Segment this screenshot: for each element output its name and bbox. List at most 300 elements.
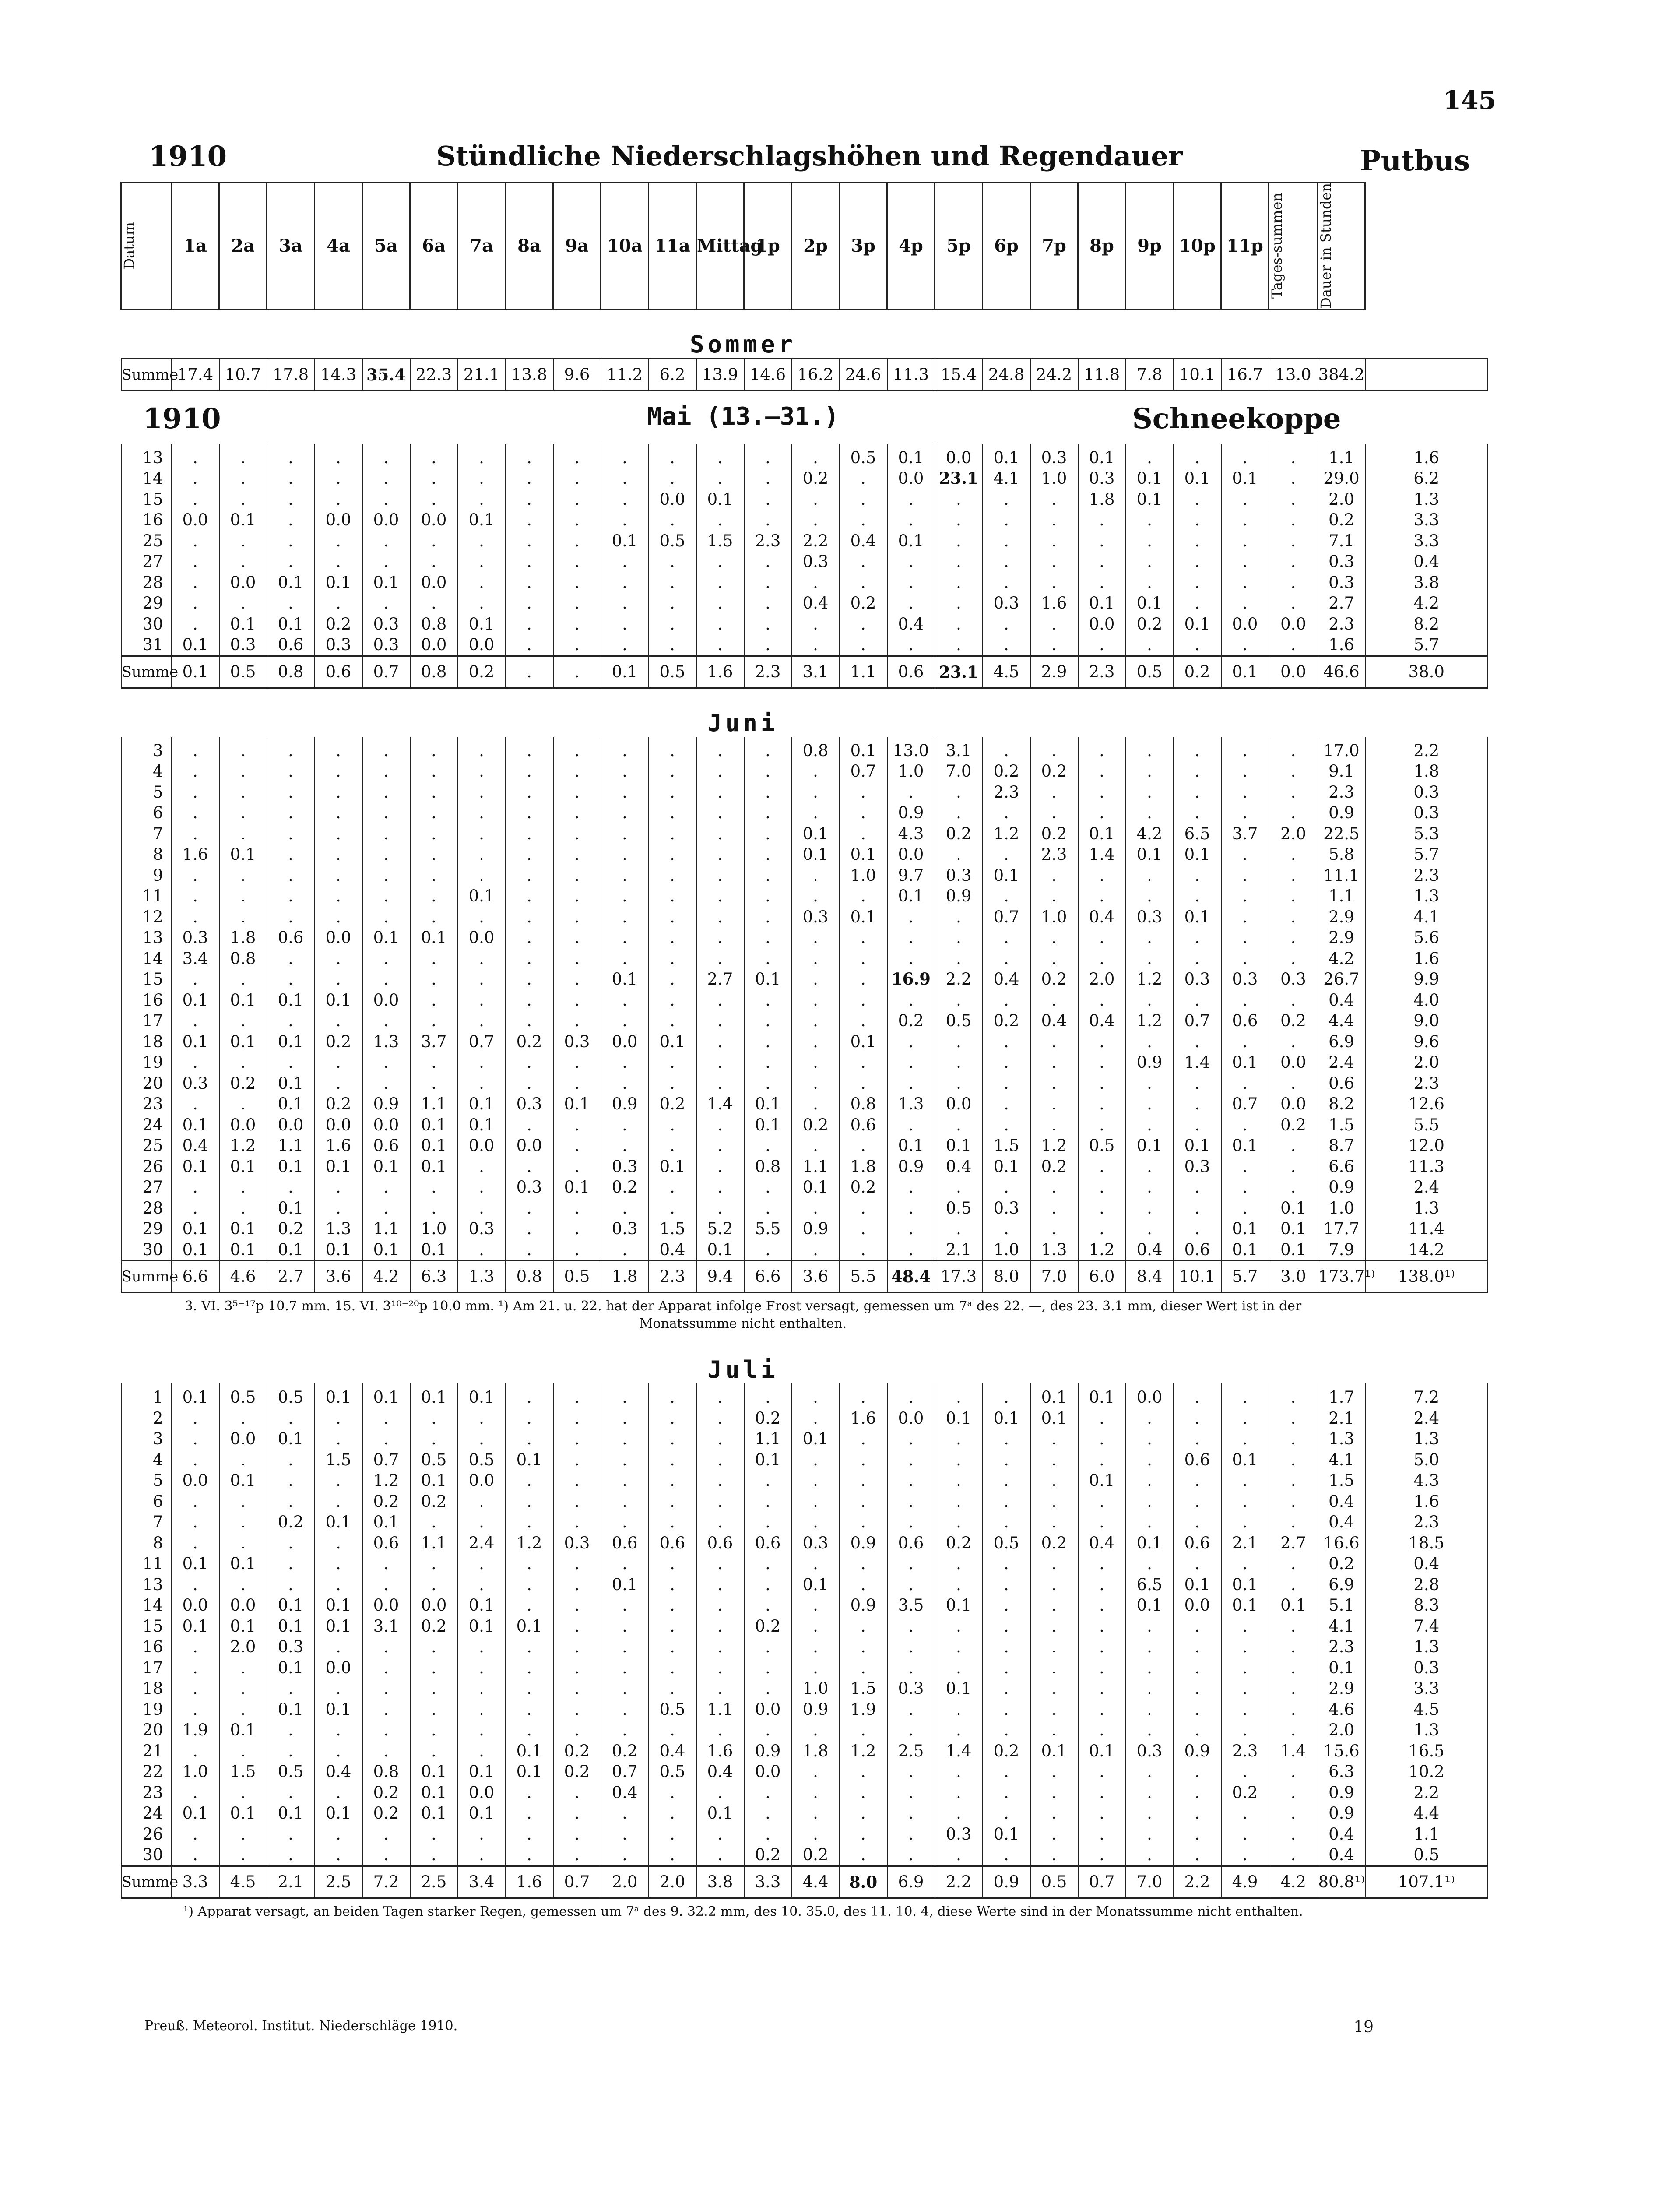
hour-value: 0.1 [840, 844, 887, 865]
hour-value: . [792, 948, 840, 969]
hour-value: . [315, 1636, 362, 1658]
hour-value: . [792, 489, 840, 510]
hour-value: . [506, 444, 553, 468]
hour-value: . [315, 1720, 362, 1741]
sum-value: 10.1 [1174, 359, 1221, 391]
hour-value: 0.0 [935, 1094, 983, 1115]
hour-value: . [649, 1135, 696, 1156]
hour-value: . [1269, 1761, 1318, 1782]
hour-value: . [362, 1574, 410, 1595]
sum-value: 6.3 [410, 1261, 458, 1293]
hour-value: . [983, 1052, 1030, 1073]
hour-value: 0.3 [1030, 444, 1078, 468]
hour-value: . [1030, 1198, 1078, 1219]
hour-value: 0.4 [1078, 1533, 1126, 1554]
day-cell: 13 [121, 1574, 172, 1595]
hour-value: . [935, 1699, 983, 1720]
sum-value: 4.5 [219, 1866, 267, 1898]
hour-value: . [1126, 737, 1174, 761]
sum-value: . [506, 656, 553, 688]
hour-value: . [458, 1553, 506, 1574]
duration-hours: 1.3 [1365, 1429, 1488, 1450]
daily-total: 16.6 [1318, 1533, 1365, 1554]
day-cell: 24 [121, 1115, 172, 1136]
sum-value: 0.1 [1221, 656, 1269, 688]
hour-value: . [410, 802, 458, 824]
hour-value: . [410, 990, 458, 1011]
hour-value: . [601, 1512, 649, 1533]
daily-total: 4.1 [1318, 1616, 1365, 1637]
hour-value: 0.1 [1126, 489, 1174, 510]
hour-value: . [506, 1699, 553, 1720]
hour-value: 0.1 [267, 1658, 315, 1679]
hour-value: . [362, 531, 410, 552]
hour-value: . [506, 510, 553, 531]
hour-value: 0.1 [315, 990, 362, 1011]
hour-value: . [983, 1636, 1030, 1658]
hour-value: 0.1 [458, 1595, 506, 1616]
daily-total: 0.4 [1318, 990, 1365, 1011]
daily-total: 8.2 [1318, 1094, 1365, 1115]
hour-value: 0.0 [458, 1135, 506, 1156]
hour-value: . [1126, 531, 1174, 552]
hour-value: 0.1 [792, 1177, 840, 1198]
hour-value: . [1078, 865, 1126, 886]
hour-value: . [362, 468, 410, 489]
hour-value: . [696, 614, 744, 635]
hour-value: . [983, 1491, 1030, 1512]
sum-value: 35.4 [362, 359, 410, 391]
hour-value: . [744, 510, 792, 531]
hour-value: . [840, 572, 887, 593]
hour-value: . [1078, 886, 1126, 907]
hour-value: . [887, 593, 935, 614]
hour-value: 2.4 [458, 1533, 506, 1554]
hour-value: . [172, 1658, 219, 1679]
hour-value: . [601, 927, 649, 948]
hour-value: 0.4 [1126, 1239, 1174, 1261]
hour-value: 2.7 [1269, 1533, 1318, 1554]
sum-value: 6.2 [649, 359, 696, 391]
hour-value: . [792, 444, 840, 468]
hour-value: . [506, 1383, 553, 1408]
hour-value: 0.7 [983, 907, 1030, 928]
hour-value: . [887, 1470, 935, 1491]
hour-value: . [601, 1844, 649, 1866]
hour-value: . [887, 1491, 935, 1512]
column-header-hour: 6p [983, 183, 1030, 310]
hour-value: 0.5 [649, 1761, 696, 1782]
hour-value: 0.2 [792, 1844, 840, 1866]
hour-value: . [792, 1658, 840, 1679]
sum-value: 0.9 [983, 1866, 1030, 1898]
day-cell: 6 [121, 802, 172, 824]
sum-value: 11.3 [887, 359, 935, 391]
hour-value: 0.1 [172, 1218, 219, 1239]
hour-value: . [1221, 1408, 1269, 1429]
sum-value: 9.6 [553, 359, 601, 391]
precipitation-table-wrapper [120, 182, 1488, 1923]
hour-value: . [983, 844, 1030, 865]
hour-value: . [1078, 1115, 1126, 1136]
table-row [121, 802, 1488, 824]
sum-value: 23.1 [935, 656, 983, 688]
daily-total: 15.6 [1318, 1741, 1365, 1762]
hour-value: . [267, 1408, 315, 1429]
hour-value: 0.1 [410, 1761, 458, 1782]
hour-value: 0.2 [601, 1177, 649, 1198]
hour-value: . [172, 782, 219, 803]
hour-value: . [696, 1844, 744, 1866]
hour-value: . [1078, 1073, 1126, 1094]
hour-value: . [506, 1115, 553, 1136]
column-header-hour: 10p [1174, 183, 1221, 310]
hour-value: . [1221, 1383, 1269, 1408]
table-row [121, 1699, 1488, 1720]
day-cell: 17 [121, 1010, 172, 1031]
hour-value: 0.2 [315, 1094, 362, 1115]
hour-value: . [172, 1177, 219, 1198]
hour-value: . [219, 782, 267, 803]
hour-value: . [219, 1408, 267, 1429]
daily-total: 8.7 [1318, 1135, 1365, 1156]
hour-value: . [553, 1824, 601, 1845]
hour-value: . [983, 1595, 1030, 1616]
hour-value: . [219, 969, 267, 990]
hour-value: 0.1 [1078, 593, 1126, 614]
day-cell: 27 [121, 551, 172, 572]
hour-value: 0.2 [1269, 1115, 1318, 1136]
hour-value: . [410, 907, 458, 928]
hour-value: . [1221, 782, 1269, 803]
sum-label: Summe [121, 1261, 172, 1293]
hour-value: 0.1 [410, 1383, 458, 1408]
footnote-row [121, 1293, 1488, 1336]
hour-value: . [1126, 1429, 1174, 1450]
footnote-row [121, 1898, 1488, 1923]
hour-value: . [458, 1156, 506, 1177]
hour-value: . [267, 1010, 315, 1031]
hour-value: 0.1 [267, 572, 315, 593]
hour-value: . [649, 865, 696, 886]
hour-value: 0.1 [219, 1616, 267, 1637]
daily-total: 2.3 [1318, 1636, 1365, 1658]
hour-value: 0.3 [887, 1678, 935, 1699]
precipitation-table [120, 182, 1488, 1923]
hour-value: 0.1 [1126, 1135, 1174, 1156]
hour-value: . [315, 1470, 362, 1491]
hour-value: . [983, 551, 1030, 572]
hour-value: 2.3 [744, 531, 792, 552]
hour-value: . [1030, 1512, 1078, 1533]
daily-total: 11.1 [1318, 865, 1365, 886]
hour-value: . [1174, 782, 1221, 803]
table-row [121, 593, 1488, 614]
hour-value: . [887, 1239, 935, 1261]
daily-total: 4.4 [1318, 1010, 1365, 1031]
hour-value: . [1269, 1429, 1318, 1450]
hour-value: . [315, 948, 362, 969]
hour-value: 0.2 [1030, 761, 1078, 782]
hour-value: . [935, 948, 983, 969]
hour-value: . [887, 1803, 935, 1824]
column-header-hour: 9a [553, 183, 601, 310]
hour-value: 0.1 [458, 1803, 506, 1824]
sum-value [1365, 359, 1488, 391]
hour-value: . [506, 927, 553, 948]
hour-value: . [649, 1824, 696, 1845]
duration-hours: 3.3 [1365, 1678, 1488, 1699]
hour-value: 0.3 [362, 634, 410, 656]
hour-value: . [1221, 551, 1269, 572]
hour-value: . [696, 990, 744, 1011]
hour-value: . [410, 1844, 458, 1866]
duration-hours: 4.4 [1365, 1803, 1488, 1824]
hour-value: 0.4 [172, 1135, 219, 1156]
hour-value: . [840, 634, 887, 656]
hour-value: 0.0 [315, 510, 362, 531]
hour-value: . [1126, 782, 1174, 803]
hour-value: . [553, 634, 601, 656]
hour-value: . [1126, 1844, 1174, 1866]
hour-value: . [792, 1824, 840, 1845]
hour-value: . [744, 614, 792, 635]
hour-value: . [267, 1720, 315, 1741]
hour-value: . [553, 737, 601, 761]
hour-value: . [458, 593, 506, 614]
hour-value: 0.4 [1078, 907, 1126, 928]
hour-value: 0.0 [506, 1135, 553, 1156]
sum-value: 3.6 [315, 1261, 362, 1293]
hour-value: . [458, 969, 506, 990]
hour-value: . [1221, 927, 1269, 948]
hour-value: 0.0 [267, 1115, 315, 1136]
hour-value: . [219, 1450, 267, 1471]
hour-value: 0.1 [267, 1616, 315, 1637]
hour-value: . [649, 802, 696, 824]
hour-value: . [410, 761, 458, 782]
hour-value: . [410, 948, 458, 969]
hour-value: . [1221, 1429, 1269, 1450]
hour-value: 0.1 [506, 1616, 553, 1637]
daily-total: 0.9 [1318, 1782, 1365, 1803]
hour-value: . [1221, 572, 1269, 593]
hour-value: . [506, 1010, 553, 1031]
hour-value: . [553, 531, 601, 552]
hour-value: . [744, 551, 792, 572]
sum-value: 0.5 [649, 656, 696, 688]
hour-value: . [553, 1699, 601, 1720]
hour-value: . [696, 572, 744, 593]
hour-value: . [935, 907, 983, 928]
hour-value: . [1269, 802, 1318, 824]
hour-value: . [1269, 1803, 1318, 1824]
hour-value: . [792, 1803, 840, 1824]
station-heading-row [121, 391, 1488, 444]
hour-value: . [1078, 1616, 1126, 1637]
table-row [121, 468, 1488, 489]
sum-value: 3.8 [696, 1866, 744, 1898]
hour-value: 3.1 [362, 1616, 410, 1637]
hour-value: 0.2 [410, 1491, 458, 1512]
hour-value: . [696, 1470, 744, 1491]
hour-value: . [506, 761, 553, 782]
hour-value: . [1174, 1803, 1221, 1824]
hour-value: . [792, 1782, 840, 1803]
hour-value: . [267, 844, 315, 865]
duration-hours: 9.6 [1365, 1031, 1488, 1052]
hour-value: 9.7 [887, 865, 935, 886]
hour-value: . [649, 1073, 696, 1094]
hour-value: . [362, 802, 410, 824]
hour-value: . [1030, 1470, 1078, 1491]
sum-value: 48.4 [887, 1261, 935, 1293]
hour-value: . [1174, 1782, 1221, 1803]
day-cell: 25 [121, 531, 172, 552]
publisher-line: Preuß. Meteorol. Institut. Niederschläge 1910. [144, 2018, 458, 2034]
hour-value: 0.1 [887, 444, 935, 468]
hour-value: 5.5 [744, 1218, 792, 1239]
hour-value: 0.9 [1174, 1741, 1221, 1762]
day-cell: 11 [121, 1553, 172, 1574]
month-title: Mai (13.—31.) [647, 402, 839, 431]
hour-value: . [696, 1616, 744, 1637]
hour-value: . [649, 824, 696, 845]
hour-value: 1.6 [840, 1408, 887, 1429]
hour-value: . [1078, 1824, 1126, 1845]
hour-value: . [744, 761, 792, 782]
sum-value: 0.7 [362, 656, 410, 688]
day-cell: 29 [121, 593, 172, 614]
sum-value: 1.1 [840, 656, 887, 688]
hour-value: . [1030, 1031, 1078, 1052]
hour-value: . [315, 1824, 362, 1845]
hour-value: 0.2 [1126, 614, 1174, 635]
sum-value: 2.0 [649, 1866, 696, 1898]
hour-value: 0.2 [840, 1177, 887, 1198]
hour-value: . [1221, 1491, 1269, 1512]
hour-value: . [267, 1574, 315, 1595]
hour-value: . [410, 1678, 458, 1699]
hour-value: . [1269, 489, 1318, 510]
hour-value: 0.9 [840, 1595, 887, 1616]
hour-value: 0.9 [1126, 1052, 1174, 1073]
hour-value: . [410, 886, 458, 907]
day-cell: 19 [121, 1052, 172, 1073]
hour-value: . [696, 1720, 744, 1741]
hour-value: . [840, 1803, 887, 1824]
duration-hours: 5.6 [1365, 927, 1488, 948]
sum-value: 17.4 [172, 359, 219, 391]
hour-value: . [744, 1052, 792, 1073]
hour-value: . [1269, 1616, 1318, 1637]
hour-value: 0.2 [315, 614, 362, 635]
hour-value: 0.3 [362, 614, 410, 635]
hour-value: . [458, 1658, 506, 1679]
hour-value: 1.1 [410, 1533, 458, 1554]
hour-value: 0.3 [935, 1824, 983, 1845]
hour-value: . [553, 1450, 601, 1471]
duration-hours: 3.8 [1365, 572, 1488, 593]
day-cell: 22 [121, 1761, 172, 1782]
hour-value: . [362, 1429, 410, 1450]
hour-value: . [1221, 761, 1269, 782]
hour-value: . [792, 927, 840, 948]
hour-value: . [935, 1383, 983, 1408]
hour-value: . [1174, 1094, 1221, 1115]
hour-value: . [601, 510, 649, 531]
hour-value: . [506, 865, 553, 886]
hour-value: . [410, 969, 458, 990]
hour-value: . [601, 1052, 649, 1073]
hour-value: . [935, 1616, 983, 1637]
hour-value: . [458, 1741, 506, 1762]
hour-value: 13.0 [887, 737, 935, 761]
hour-value: . [172, 444, 219, 468]
day-cell: 17 [121, 1658, 172, 1679]
sum-value: 6.0 [1078, 1261, 1126, 1293]
hour-value: 0.1 [935, 1135, 983, 1156]
hour-value: . [649, 634, 696, 656]
sum-value: 0.1 [172, 656, 219, 688]
sum-value: 0.8 [506, 1261, 553, 1293]
hour-value: . [315, 782, 362, 803]
day-cell: 5 [121, 782, 172, 803]
hour-value: . [458, 1720, 506, 1741]
hour-value: 1.2 [1078, 1239, 1126, 1261]
duration-hours: 5.3 [1365, 824, 1488, 845]
hour-value: 0.7 [601, 1761, 649, 1782]
hour-value: 0.1 [601, 531, 649, 552]
hour-value: 0.4 [983, 969, 1030, 990]
hour-value: . [744, 634, 792, 656]
hour-value: 0.1 [792, 1429, 840, 1450]
hour-value: . [458, 1073, 506, 1094]
hour-value: . [1078, 1450, 1126, 1471]
hour-value: . [840, 1782, 887, 1803]
hour-value: . [553, 1636, 601, 1658]
hour-value: . [887, 1574, 935, 1595]
hour-value: 0.4 [1030, 1010, 1078, 1031]
daily-total: 0.9 [1318, 802, 1365, 824]
hour-value: . [553, 802, 601, 824]
hour-value: 0.1 [1078, 1383, 1126, 1408]
hour-value: 0.0 [1126, 1383, 1174, 1408]
hour-value: . [1269, 1658, 1318, 1679]
daily-total: 4.2 [1318, 948, 1365, 969]
day-cell: 5 [121, 1470, 172, 1491]
hour-value: 0.9 [601, 1094, 649, 1115]
hour-value: 0.4 [935, 1156, 983, 1177]
hour-value: 0.0 [1269, 1052, 1318, 1073]
hour-value: . [887, 1616, 935, 1637]
hour-value: . [601, 1115, 649, 1136]
hour-value: 0.1 [267, 1595, 315, 1616]
hour-value: . [1269, 990, 1318, 1011]
hour-value: 0.1 [1269, 1239, 1318, 1261]
hour-value: . [219, 1010, 267, 1031]
day-cell: 24 [121, 1803, 172, 1824]
hour-value: . [1030, 927, 1078, 948]
hour-value: 0.1 [887, 886, 935, 907]
hour-value: . [1221, 444, 1269, 468]
hour-value: 0.1 [458, 1383, 506, 1408]
hour-value: . [315, 1408, 362, 1429]
hour-value: . [458, 844, 506, 865]
table-row [121, 1741, 1488, 1762]
hour-value: . [267, 1533, 315, 1554]
hour-value: . [601, 1383, 649, 1408]
